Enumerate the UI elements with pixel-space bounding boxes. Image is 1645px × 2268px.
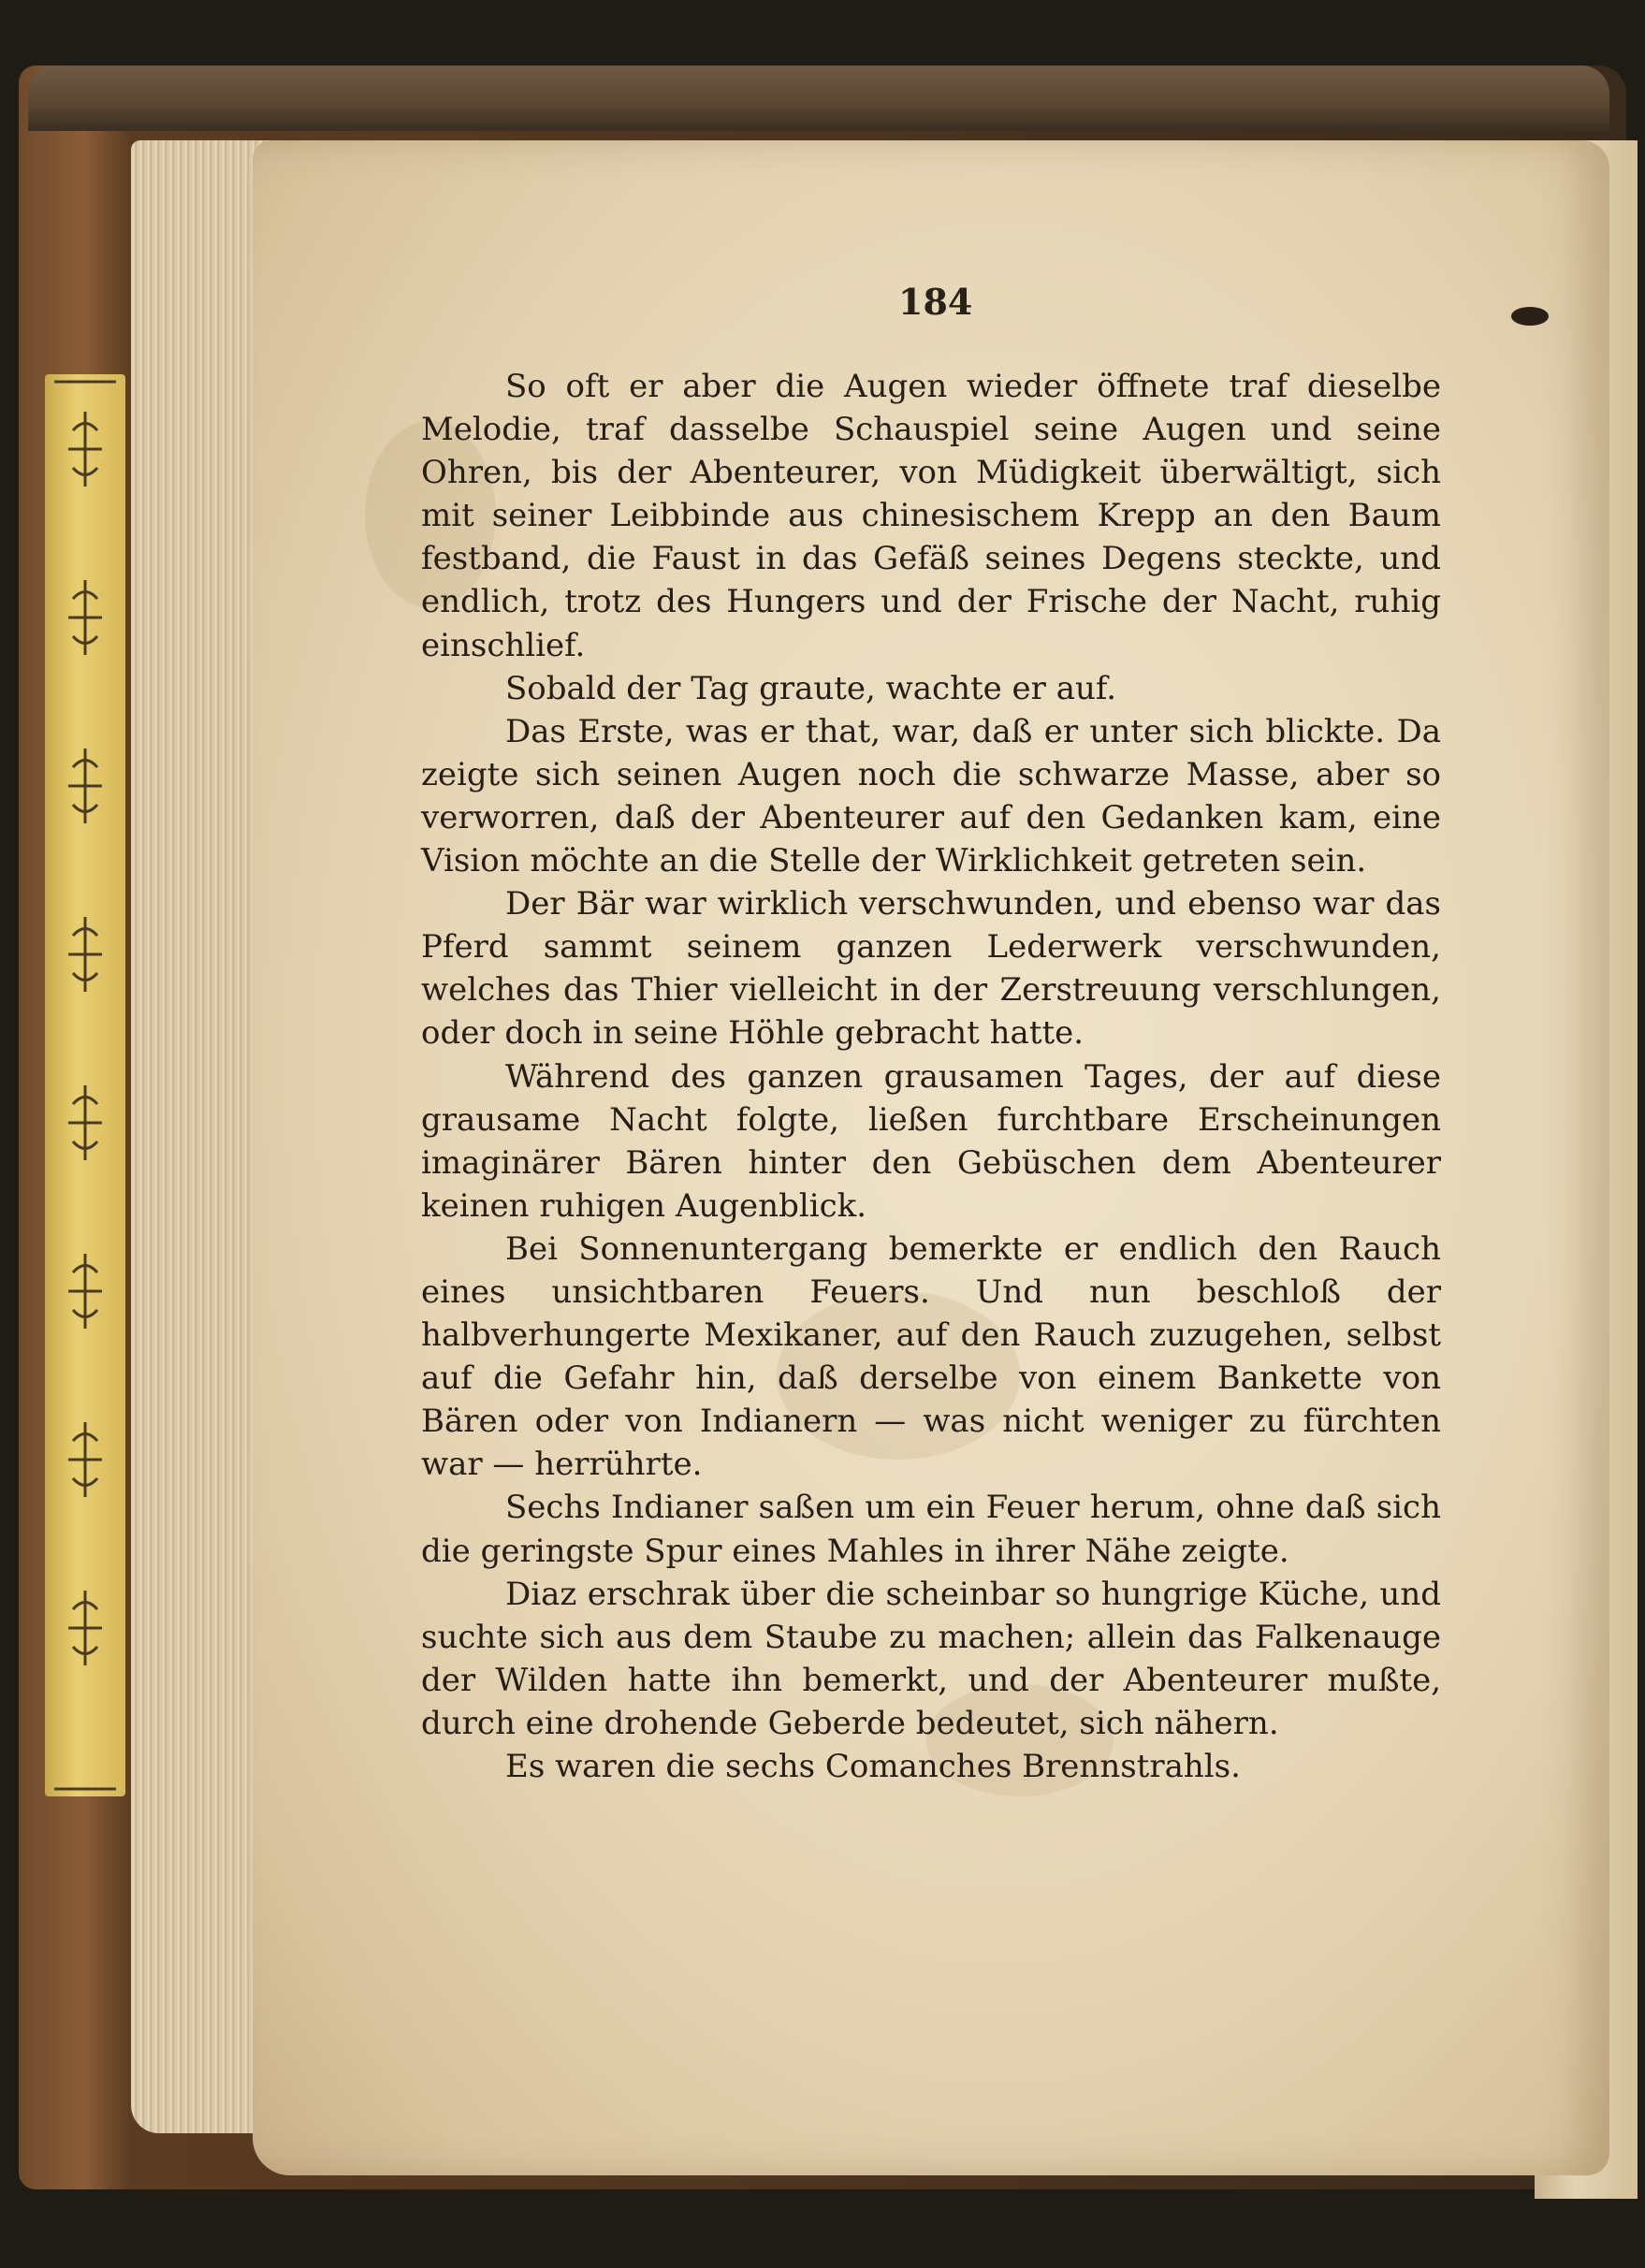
paragraph: Das Erste, was er that, war, daß er unter sich blickte. Da zeigte sich seinen Augen noch die schwarze Masse, aber so verworren, daß der Abenteurer auf den Gedanken kam, eine Vision möchte an die Stelle der Wirklichkeit getreten sein.: [421, 712, 1441, 880]
paragraph: Es waren die sechs Comanches Brennstrahls.: [505, 1748, 1241, 1785]
paragraph: Diaz erschrak über die scheinbar so hungrige Küche, und suchte sich aus dem Staube zu machen; allein das Falkenauge der Wilden hatte ihn bemerkt, und der Abenteurer mußte, durch eine drohende Geberde bedeutet, sich nähern.: [421, 1575, 1441, 1742]
paragraph: So oft er aber die Augen wieder öffnete traf dieselbe Melodie, traf dasselbe Schauspiel seine Augen und seine Ohren, bis der Abenteurer, von Müdigkeit überwältigt, sich mit seiner Leibbinde aus chinesischem Krepp an den Baum festband, die Faust in das Gefäß seines Degens steckte, und endlich, trotz des Hungers und der Frische der Nacht, ruhig einschlief.: [421, 368, 1441, 664]
spine-ornament-icon: [45, 374, 125, 1796]
page-text: [421, 365, 1441, 1788]
paragraph: Der Bär war wirklich verschwunden, und ebenso war das Pferd sammt seinem ganzen Lederwerk verschwunden, welches das Thier vielleicht in der Zerstreuung verschlungen, oder doch in seine Höhle gebracht hatte.: [421, 885, 1441, 1053]
book-cover-top-edge: [28, 65, 1609, 131]
paragraph: Bei Sonnenuntergang bemerkte er endlich den Rauch eines unsichtbaren Feuers. Und nun beschloß der halbverhungerte Mexikaner, auf den Rauch zuzugehen, selbst auf die Gefahr hin, daß derselbe von einem Bankette von Bären oder von Indianern — was nicht weniger zu fürchten war — herrührte.: [421, 1229, 1441, 1484]
spine-label: [45, 374, 125, 1796]
paragraph: Während des ganzen grausamen Tages, der auf diese grausame Nacht folgte, ließen furchtbare Erscheinungen imaginärer Bären hinter den Gebüschen dem Abenteurer keinen ruhigen Augenblick.: [421, 1057, 1441, 1225]
binding-hole: [1511, 307, 1549, 326]
page-number: 184: [898, 281, 973, 323]
paragraph: Sobald der Tag graute, wachte er auf.: [505, 669, 1117, 707]
paragraph: Sechs Indianer saßen um ein Feuer herum, ohne daß sich die geringste Spur eines Mahles in ihrer Nähe zeigte.: [421, 1489, 1441, 1570]
